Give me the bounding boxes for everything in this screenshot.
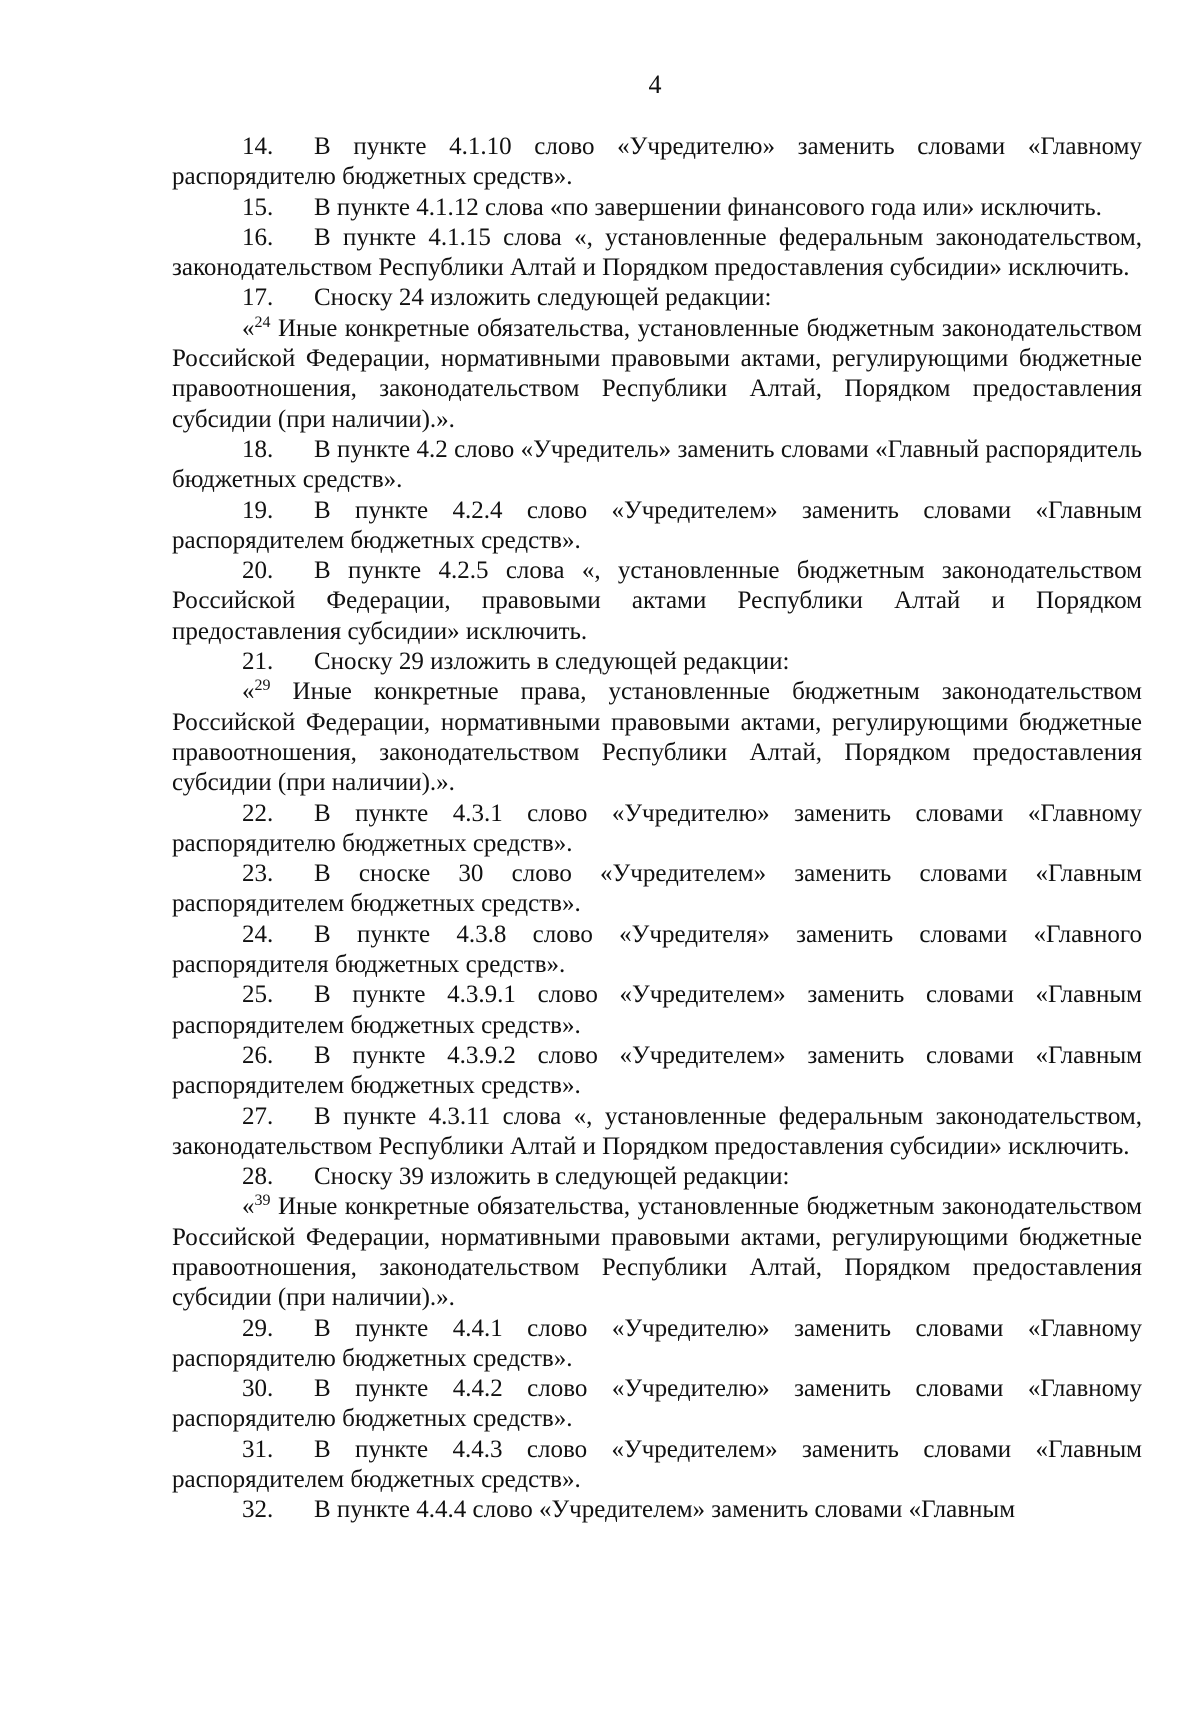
numbered-item: [172, 1314, 1142, 1375]
footnote-number: 29: [254, 677, 271, 695]
item-number: 16.: [242, 223, 274, 251]
item-text: В пункте 4.3.1 слово «Учредителю» заменить словами «Главному распорядителю бюджетных средств».: [172, 799, 1142, 857]
item-text: В сноске 30 слово «Учредителем» заменить словами «Главным распорядителем бюджетных средств».: [172, 860, 1142, 918]
item-text: В пункте 4.4.3 слово «Учредителем» заменить словами «Главным распорядителем бюджетных средств».: [172, 1435, 1142, 1494]
item-text: В пункте 4.4.2 слово «Учредителю» заменить словами «Главному распорядителю бюджетных средств».: [172, 1375, 1142, 1433]
item-text: В пункте 4.4.4 слово «Учредителем» заменить словами «Главным: [314, 1496, 1016, 1524]
item-number: 24.: [242, 920, 274, 948]
numbered-item: [172, 859, 1142, 920]
item-number: 15.: [242, 193, 274, 221]
numbered-item: [172, 1495, 1142, 1525]
item-number: 18.: [242, 435, 274, 463]
quote-text: Иные конкретные обязательства, установленные бюджетным законодательством Российской Федерации, нормативными правовыми актами, регулирующими бюджетные правоотношения, законодательством Республики Алтай, Порядком предоставления субсидии (при наличии).».: [172, 314, 1142, 433]
numbered-item: [172, 799, 1142, 860]
numbered-item: [172, 435, 1142, 496]
item-text: В пункте 4.2 слово «Учредитель» заменить словами «Главный распорядитель бюджетных средств».: [172, 435, 1142, 494]
item-number: 21.: [242, 648, 274, 676]
numbered-item: [172, 556, 1142, 647]
item-number: 25.: [242, 981, 274, 1009]
item-text: В пункте 4.2.5 слова «, установленные бюджетным законодательством Российской Федерации, правовыми актами Республики Алтай и Порядком предоставления субсидии» исключить.: [172, 557, 1142, 645]
footnote-number: 24: [254, 313, 271, 331]
item-number: 17.: [242, 284, 274, 312]
numbered-item: [172, 496, 1142, 557]
item-text: В пункте 4.4.1 слово «Учредителю» заменить словами «Главному распорядителю бюджетных средств».: [172, 1314, 1142, 1372]
item-number: 29.: [242, 1314, 274, 1342]
item-number: 19.: [242, 496, 274, 524]
item-number: 32.: [242, 1496, 274, 1524]
item-number: 14.: [242, 133, 274, 160]
item-text: Сноску 24 изложить следующей редакции:: [314, 284, 772, 312]
item-text: В пункте 4.2.4 слово «Учредителем» заменить словами «Главным распорядителем бюджетных средств».: [172, 496, 1142, 554]
quote-text: Иные конкретные права, установленные бюджетным законодательством Российской Федерации, нормативными правовыми актами, регулирующими бюджетные правоотношения, законодательством Республики Алтай, Порядком предоставления субсидии (при наличии).».: [172, 678, 1142, 797]
quote-text: Иные конкретные обязательства, установленные бюджетным законодательством Российской Федерации, нормативными правовыми актами, регулирующими бюджетные правоотношения, законодательством Республики Алтай, Порядком предоставления субсидии (при наличии).».: [172, 1193, 1142, 1312]
item-number: 31.: [242, 1435, 274, 1463]
footnote-number: 39: [254, 1192, 271, 1210]
numbered-item: [172, 193, 1142, 223]
item-number: 30.: [242, 1375, 274, 1403]
item-text: В пункте 4.1.10 слово «Учредителю» заменить словами «Главному распорядителю бюджетных средств».: [172, 133, 1142, 191]
numbered-item: [172, 1041, 1142, 1102]
numbered-item: [172, 223, 1142, 284]
item-number: 26.: [242, 1041, 274, 1069]
numbered-item: [172, 1435, 1142, 1496]
item-number: 27.: [242, 1102, 274, 1130]
item-number: 22.: [242, 799, 274, 827]
item-text: В пункте 4.3.9.2 слово «Учредителем» заменить словами «Главным распорядителем бюджетных средств».: [172, 1041, 1142, 1100]
item-text: В пункте 4.3.8 слово «Учредителя» заменить словами «Главного распорядителя бюджетных средств».: [172, 920, 1142, 979]
item-text: Сноску 39 изложить в следующей редакции:: [314, 1163, 790, 1191]
item-number: 28.: [242, 1163, 274, 1191]
page-number: 4: [648, 70, 662, 99]
numbered-item: [172, 1374, 1142, 1435]
numbered-item: [172, 1162, 1142, 1192]
document-body: [172, 132, 1142, 1526]
item-text: В пункте 4.1.12 слова «по завершении финансового года или» исключить.: [314, 193, 1102, 221]
numbered-item: [172, 920, 1142, 981]
quote-open-mark: «: [242, 314, 255, 342]
quote-open-mark: «: [242, 1193, 255, 1221]
numbered-item: [172, 980, 1142, 1041]
item-text: В пункте 4.3.9.1 слово «Учредителем» заменить словами «Главным распорядителем бюджетных средств».: [172, 981, 1142, 1039]
item-number: 20.: [242, 557, 274, 585]
item-text: В пункте 4.1.15 слова «, установленные федеральным законодательством, законодательством Республики Алтай и Порядком предоставления субсидии» исключить.: [172, 223, 1142, 282]
item-number: 23.: [242, 860, 274, 888]
numbered-item: [172, 283, 1142, 313]
quote-open-mark: «: [242, 678, 255, 706]
footnote-quote: [172, 314, 1142, 435]
footnote-quote: [172, 1192, 1142, 1313]
item-text: В пункте 4.3.11 слова «, установленные федеральным законодательством, законодательством Республики Алтай и Порядком предоставления субсидии» исключить.: [172, 1102, 1142, 1160]
numbered-item: [172, 647, 1142, 677]
item-text: Сноску 29 изложить в следующей редакции:: [314, 648, 790, 676]
numbered-item: [172, 1102, 1142, 1163]
numbered-item: [172, 132, 1142, 193]
footnote-quote: [172, 677, 1142, 798]
